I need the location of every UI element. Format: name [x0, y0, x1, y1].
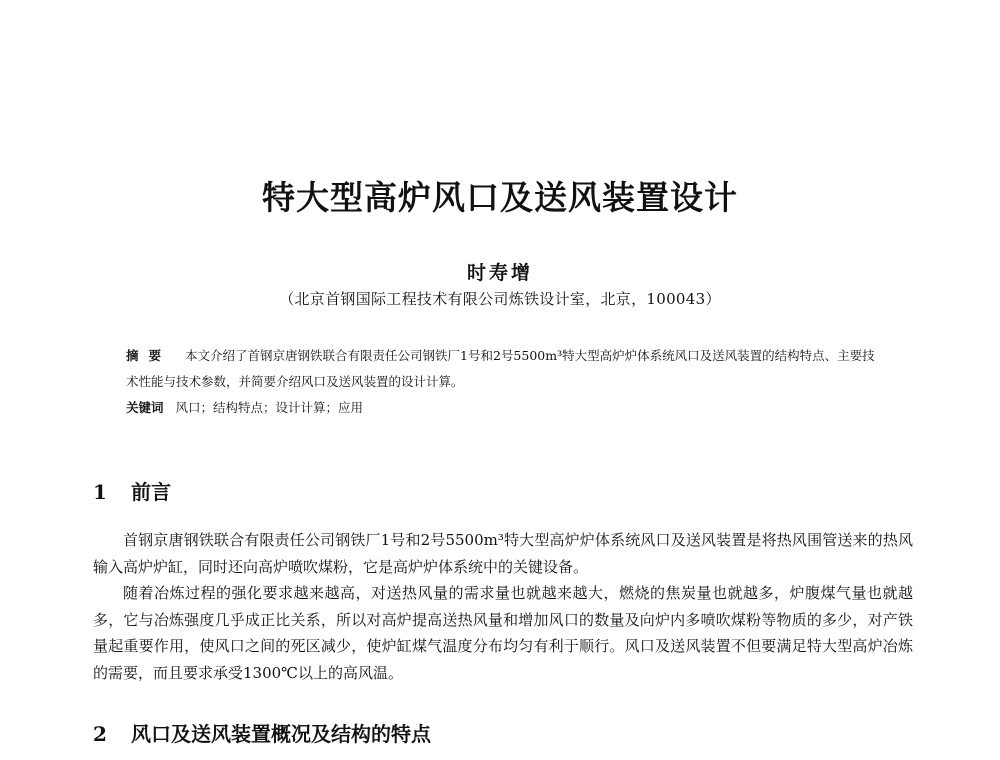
section-1-body — [93, 527, 913, 686]
section-number: 2 — [93, 722, 107, 746]
section-number: 1 — [93, 480, 107, 504]
keywords-block — [126, 395, 886, 421]
keywords-label: 关键词 — [126, 400, 164, 415]
author-name: 时寿增 — [466, 262, 533, 284]
section-heading-2 — [93, 718, 431, 747]
author-affiliation: （北京首钢国际工程技术有限公司炼铁设计室，北京，100043） — [279, 290, 721, 308]
abstract-label: 摘要 — [126, 348, 172, 363]
abstract-block — [126, 343, 886, 395]
abstract-text: 本文介绍了首钢京唐钢铁联合有限责任公司钢铁厂1号和2号5500m³特大型高炉炉体系统风口及送风装置的结构特点、主要技术性能与技术参数，并简要介绍风口及送风装置的设计计算。 — [126, 348, 875, 389]
section-heading-1 — [93, 476, 171, 505]
keywords-text: 风口；结构特点；设计计算；应用 — [175, 400, 364, 415]
paper-title: 特大型高炉风口及送风装置设计 — [262, 178, 738, 217]
section-title: 前言 — [131, 480, 171, 504]
body-paragraph: 首钢京唐钢铁联合有限责任公司钢铁厂1号和2号5500m³特大型高炉炉体系统风口及送风装置是将热风围管送来的热风输入高炉炉缸，同时还向高炉喷吹煤粉，它是高炉炉体系统中的关键设备。 — [93, 531, 913, 576]
body-paragraph: 随着冶炼过程的强化要求越来越高，对送热风量的需求量也就越来越大，燃烧的焦炭量也就越多，炉腹煤气量也就越多，它与冶炼强度几乎成正比关系，所以对高炉提高送热风量和增加风口的数量及向炉内多喷吹煤粉等物质的多少，对产铁量起重要作用，使风口之间的死区减少，使炉缸煤气温度分布均匀有利于顺行。风口及送风装置不但要满足特大型高炉冶炼的需要，而且要求承受1300℃以上的高风温。 — [93, 584, 913, 682]
section-title: 风口及送风装置概况及结构的特点 — [131, 722, 431, 746]
